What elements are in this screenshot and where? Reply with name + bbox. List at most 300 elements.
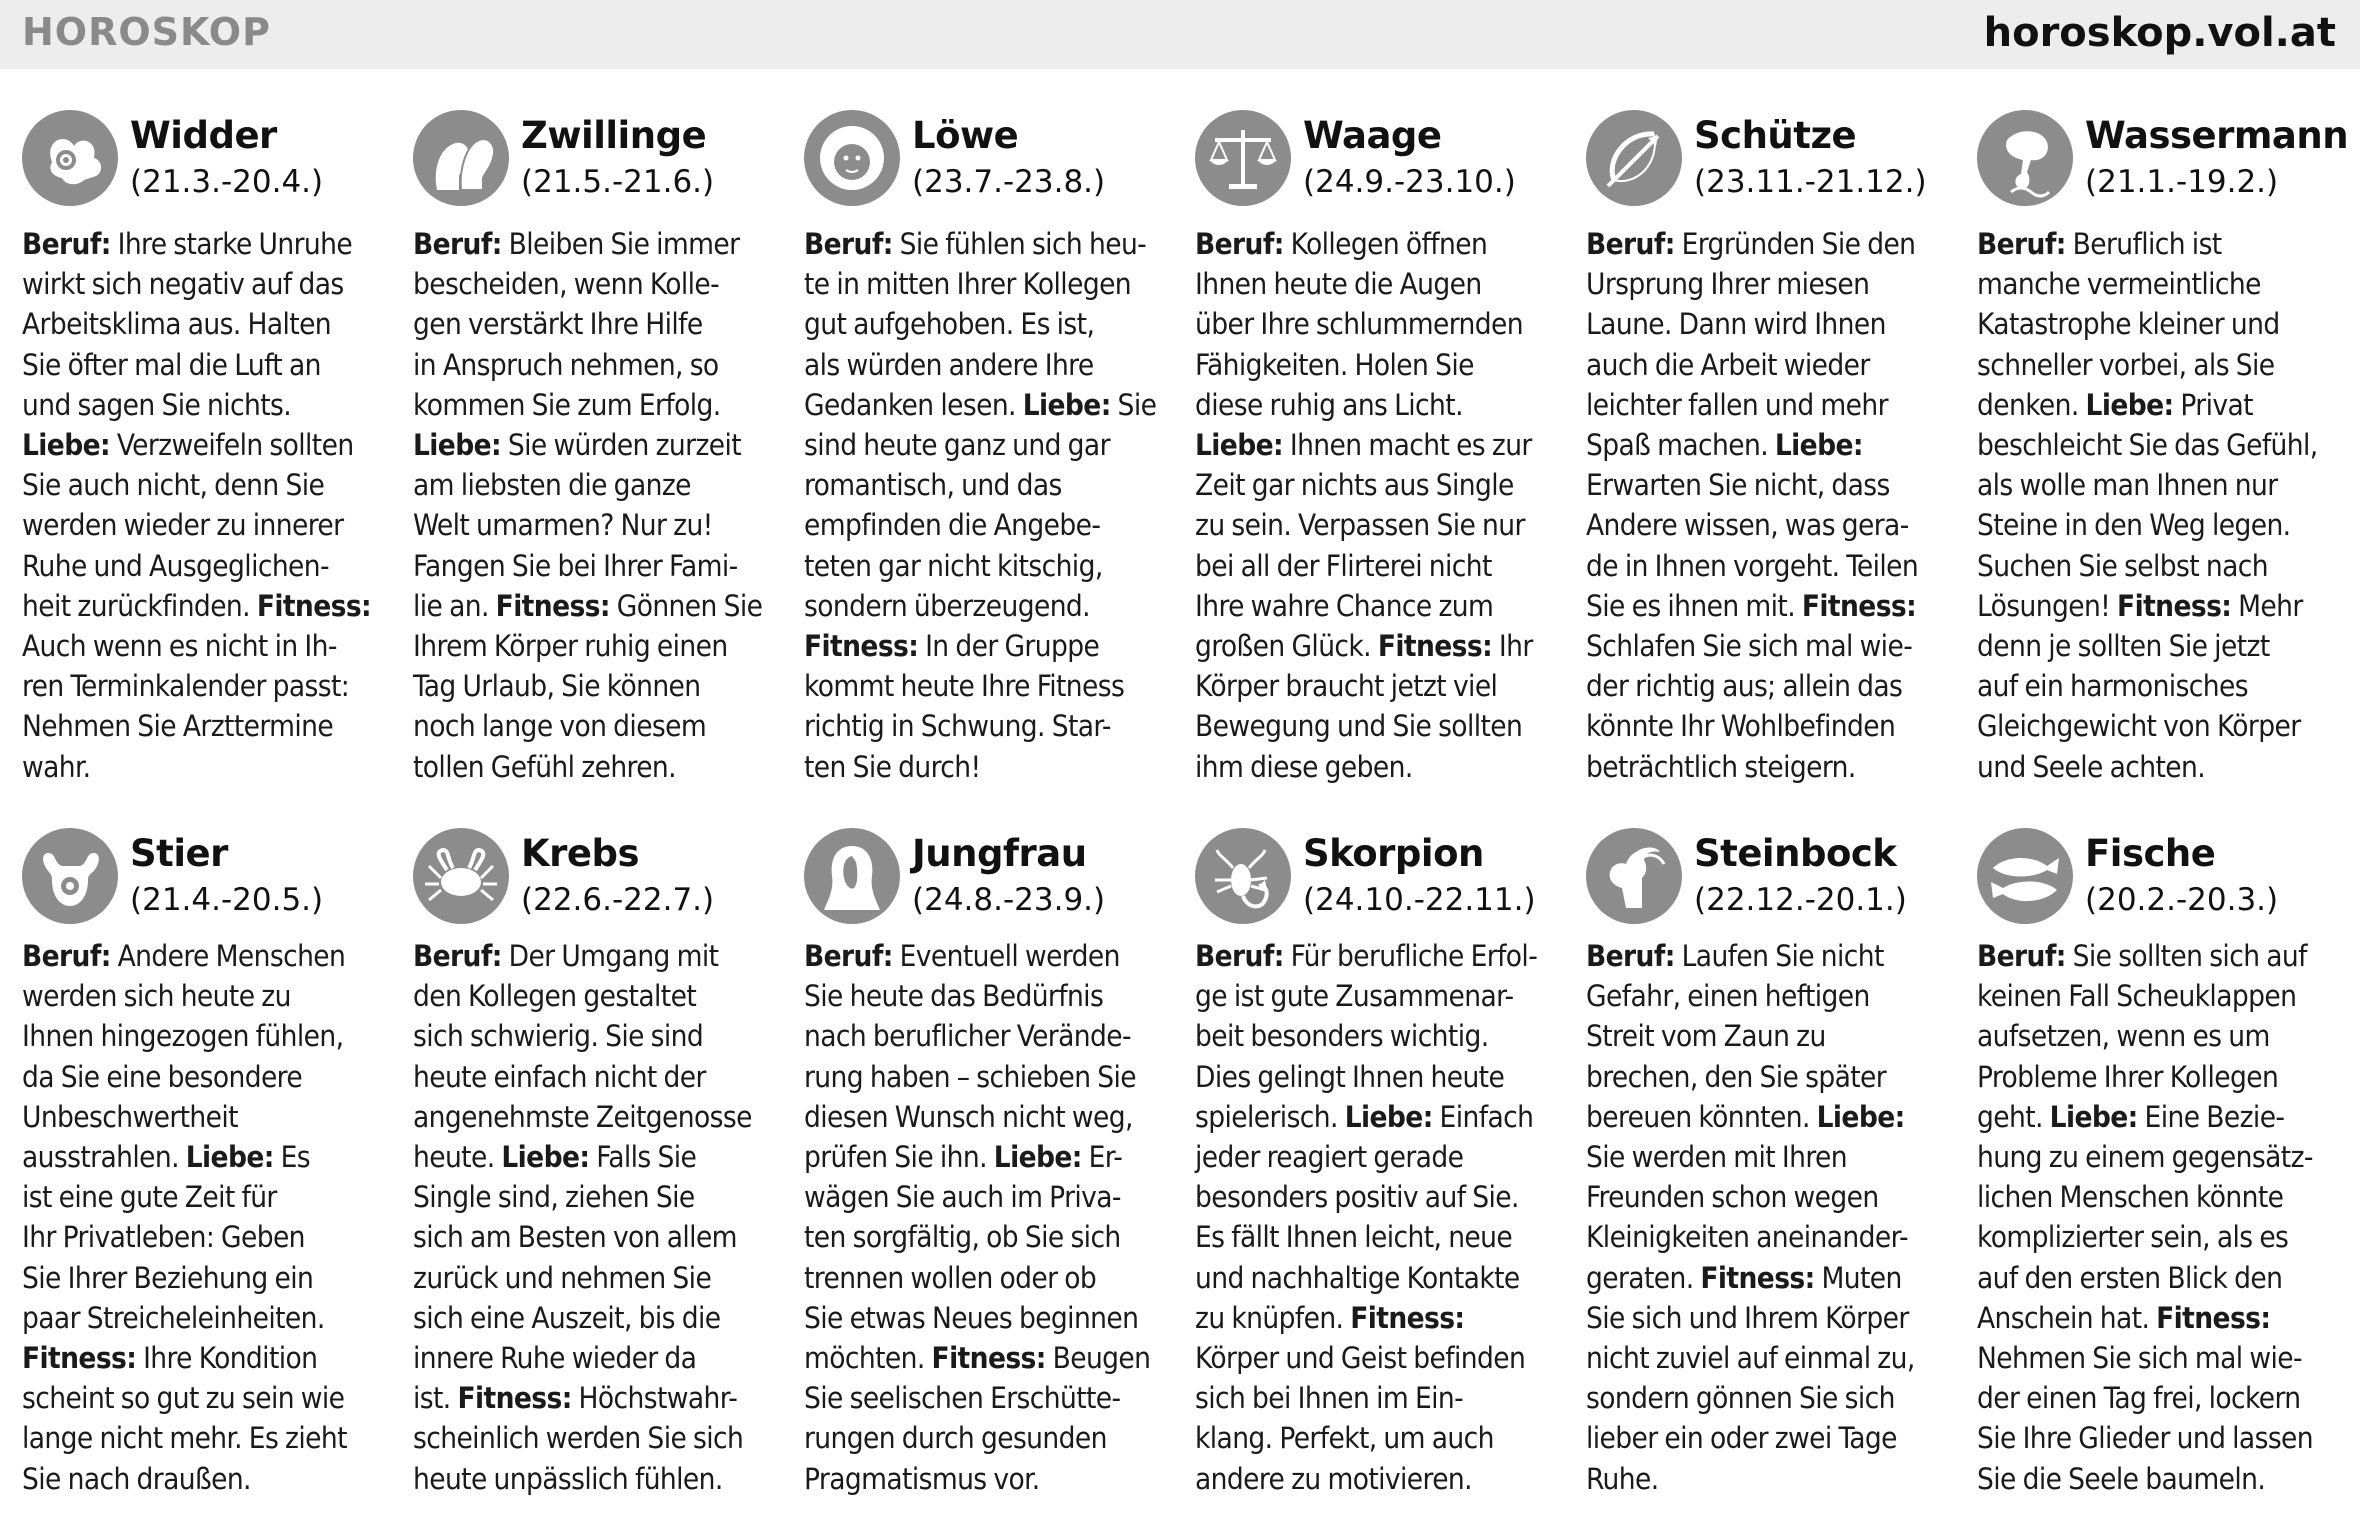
forecast-line xyxy=(804,1097,1188,1137)
sign-card-skorpion xyxy=(1195,824,1586,1516)
forecast-text: nicht zuviel auf einmal zu, xyxy=(1586,1341,1915,1376)
forecast-text: rung haben – schieben Sie xyxy=(804,1059,1137,1094)
forecast-line xyxy=(1586,1057,1970,1097)
forecast-text: Einfach xyxy=(1432,1099,1534,1134)
forecast-line xyxy=(1977,224,2360,264)
category-label: Liebe: xyxy=(2085,387,2174,422)
forecast-line xyxy=(413,1097,797,1137)
forecast-text: zu knüpfen. xyxy=(1195,1300,1351,1335)
category-label: Fitness: xyxy=(1377,629,1493,664)
category-label: Beruf: xyxy=(1586,939,1675,973)
forecast-text: jeder reagiert gerade xyxy=(1195,1140,1464,1175)
forecast-text: geht. xyxy=(1977,1099,2050,1134)
forecast-text: schneller vorbei, als Sie xyxy=(1977,347,2275,382)
forecast-text: Ursprung Ihrer miesen xyxy=(1586,267,1870,302)
forecast-text: besonders positiv auf Sie. xyxy=(1195,1180,1519,1215)
forecast-line xyxy=(804,1057,1188,1097)
category-label: Liebe: xyxy=(1195,428,1284,463)
site-link[interactable]: horoskop.vol.at xyxy=(1983,10,2336,56)
forecast-line xyxy=(804,345,1188,385)
forecast-line xyxy=(1586,264,1970,304)
forecast-text: Mehr xyxy=(2231,588,2303,623)
sign-name: Wassermann xyxy=(2085,114,2349,157)
forecast-line xyxy=(1977,1338,2360,1378)
forecast-text: und nachhaltige Kontakte xyxy=(1195,1260,1520,1295)
sign-name: Widder xyxy=(130,114,277,157)
category-label: Fitness: xyxy=(22,1341,137,1376)
forecast-line xyxy=(1586,1459,1970,1499)
category-label: Liebe: xyxy=(413,428,502,463)
sign-header xyxy=(1977,106,2360,218)
category-label: Beruf: xyxy=(1195,227,1284,261)
forecast-line xyxy=(804,1217,1188,1257)
forecast-text: beträchtlich steigern. xyxy=(1586,749,1856,784)
forecast-text: auch die Arbeit wieder xyxy=(1586,347,1870,382)
forecast-text: könnte Ihr Wohlbefinden xyxy=(1586,709,1896,744)
forecast-line xyxy=(1977,345,2360,385)
forecast-text: Ihrem Körper ruhig einen xyxy=(413,629,728,664)
forecast-text: Gleichgewicht von Körper xyxy=(1977,709,2301,744)
forecast-line xyxy=(1586,425,1970,465)
forecast-text: heute. xyxy=(413,1140,502,1175)
forecast-text: beit besonders wichtig. xyxy=(1195,1019,1489,1054)
forecast-text: Sie etwas Neues beginnen xyxy=(804,1300,1139,1335)
forecast-text: Ihre starke Unruhe xyxy=(110,227,353,261)
forecast-line xyxy=(22,666,406,706)
forecast-text: Sie nach draußen. xyxy=(22,1461,251,1496)
forecast-line xyxy=(1195,385,1579,425)
forecast-text: innere Ruhe wieder da xyxy=(413,1341,697,1376)
category-label: Fitness: xyxy=(2156,1300,2271,1335)
forecast-line xyxy=(804,1016,1188,1056)
forecast-text: lie an. xyxy=(413,588,496,623)
sign-forecast-text xyxy=(804,224,1188,787)
forecast-text: denn je sollten Sie jetzt xyxy=(1977,629,2270,664)
forecast-text: Suchen Sie selbst nach xyxy=(1977,548,2269,583)
forecast-text: scheint so gut zu sein wie xyxy=(22,1381,345,1416)
forecast-line xyxy=(1195,976,1579,1016)
forecast-text: Für berufliche Erfol- xyxy=(1283,939,1538,973)
forecast-line xyxy=(804,505,1188,545)
category-label: Liebe: xyxy=(993,1140,1082,1175)
forecast-text: leichter fallen und mehr xyxy=(1586,387,1888,422)
forecast-text: Sie es ihnen mit. xyxy=(1586,588,1802,623)
aries-icon xyxy=(22,110,118,206)
capricorn-icon xyxy=(1586,828,1682,924)
forecast-text: Eine Bezie- xyxy=(2137,1099,2285,1134)
forecast-text: kommt heute Ihre Fitness xyxy=(804,669,1125,704)
sign-header xyxy=(22,824,407,936)
sign-forecast-text xyxy=(1195,224,1579,787)
forecast-line xyxy=(1586,385,1970,425)
forecast-line xyxy=(1977,1459,2360,1499)
forecast-line xyxy=(804,1258,1188,1298)
forecast-text: Dies gelingt Ihnen heute xyxy=(1195,1059,1505,1094)
forecast-line xyxy=(804,1459,1188,1499)
sign-name: Waage xyxy=(1303,114,1442,157)
forecast-text: Falls Sie xyxy=(589,1140,697,1175)
forecast-line xyxy=(22,425,406,465)
category-label: Fitness: xyxy=(256,588,372,623)
forecast-text: Sie sollten sich auf xyxy=(2065,939,2307,973)
forecast-line xyxy=(804,304,1188,344)
sign-card-schütze xyxy=(1586,106,1977,824)
forecast-text: Sie sich und Ihrem Körper xyxy=(1586,1300,1909,1335)
forecast-text: paar Streicheleinheiten. xyxy=(22,1300,325,1335)
forecast-text: auf den ersten Blick den xyxy=(1977,1260,2283,1295)
category-label: Beruf: xyxy=(413,227,502,261)
sign-name: Stier xyxy=(130,832,228,875)
forecast-line xyxy=(413,936,797,976)
forecast-line xyxy=(1195,345,1579,385)
forecast-text: Gefahr, einen heftigen xyxy=(1586,979,1870,1014)
category-label: Beruf: xyxy=(22,227,111,261)
forecast-text: sich am Besten von allem xyxy=(413,1220,737,1255)
sign-name: Fische xyxy=(2085,832,2216,875)
category-label: Liebe: xyxy=(22,428,111,463)
forecast-text: sind heute ganz und gar xyxy=(804,428,1110,463)
section-title: HOROSKOP xyxy=(22,10,271,54)
sign-header xyxy=(804,824,1189,936)
forecast-text: bei all der Flirterei nicht xyxy=(1195,548,1492,583)
forecast-line xyxy=(1195,465,1579,505)
forecast-line xyxy=(1586,304,1970,344)
forecast-line xyxy=(804,546,1188,586)
forecast-text: Nehmen Sie Arzttermine xyxy=(22,709,334,744)
forecast-line xyxy=(1195,1097,1579,1137)
forecast-line xyxy=(413,505,797,545)
forecast-text: ren Terminkalender passt: xyxy=(22,669,350,704)
forecast-line xyxy=(1977,586,2360,626)
sign-forecast-text xyxy=(1586,936,1970,1499)
forecast-text: kommen Sie zum Erfolg. xyxy=(413,387,721,422)
forecast-line xyxy=(1586,1137,1970,1177)
forecast-line xyxy=(413,425,797,465)
forecast-text: Ihnen macht es zur xyxy=(1283,428,1532,463)
category-label: Fitness: xyxy=(2117,588,2232,623)
page-header xyxy=(0,0,2360,69)
forecast-line xyxy=(413,1177,797,1217)
forecast-text: lieber ein oder zwei Tage xyxy=(1586,1421,1897,1456)
forecast-line xyxy=(413,976,797,1016)
forecast-text: Gönnen Sie xyxy=(609,588,763,623)
category-label: Beruf: xyxy=(1977,227,2066,261)
forecast-text: tollen Gefühl zehren. xyxy=(413,749,676,784)
forecast-text: Welt umarmen? Nur zu! xyxy=(413,508,713,543)
forecast-line xyxy=(1977,304,2360,344)
libra-icon xyxy=(1195,110,1291,206)
category-label: Fitness: xyxy=(457,1381,572,1416)
forecast-text: Der Umgang mit xyxy=(501,939,719,973)
forecast-text: Spaß machen. xyxy=(1586,428,1775,463)
forecast-line xyxy=(1977,1097,2360,1137)
forecast-line xyxy=(413,345,797,385)
forecast-line xyxy=(804,936,1188,976)
forecast-line xyxy=(22,505,406,545)
forecast-line xyxy=(413,224,797,264)
forecast-line xyxy=(1977,1378,2360,1418)
forecast-text: Auch wenn es nicht in Ih- xyxy=(22,629,337,664)
forecast-text: Beruflich ist xyxy=(2065,227,2222,261)
category-label: Beruf: xyxy=(1586,227,1675,261)
forecast-line xyxy=(1586,1258,1970,1298)
forecast-text: zu sein. Verpassen Sie nur xyxy=(1195,508,1525,543)
forecast-line xyxy=(22,1459,406,1499)
forecast-line xyxy=(1586,224,1970,264)
forecast-line xyxy=(22,1258,406,1298)
forecast-text: denken. xyxy=(1977,387,2086,422)
sign-name: Schütze xyxy=(1694,114,1857,157)
forecast-text: hung zu einem gegensätz- xyxy=(1977,1140,2313,1175)
category-label: Liebe: xyxy=(1022,387,1111,422)
forecast-text: Arbeitsklima aus. Halten xyxy=(22,307,332,342)
forecast-line xyxy=(1195,1217,1579,1257)
forecast-text: diese ruhig ans Licht. xyxy=(1195,387,1463,422)
sign-forecast-text xyxy=(413,224,797,787)
forecast-line xyxy=(1586,1418,1970,1458)
forecast-line xyxy=(1977,626,2360,666)
forecast-line xyxy=(22,1137,406,1177)
cancer-icon xyxy=(413,828,509,924)
forecast-text: diesen Wunsch nicht weg, xyxy=(804,1099,1133,1134)
forecast-line xyxy=(413,1057,797,1097)
forecast-text: ihm diese geben. xyxy=(1195,749,1413,784)
forecast-line xyxy=(413,304,797,344)
scorpio-icon xyxy=(1195,828,1291,924)
forecast-line xyxy=(1977,706,2360,746)
forecast-line xyxy=(413,1298,797,1338)
forecast-text: Ihnen heute die Augen xyxy=(1195,267,1482,302)
forecast-text: Muten xyxy=(1814,1260,1902,1295)
forecast-text: Laufen Sie nicht xyxy=(1674,939,1884,973)
forecast-line xyxy=(413,1016,797,1056)
forecast-text: Tag Urlaub, Sie können xyxy=(413,669,701,704)
sign-card-waage xyxy=(1195,106,1586,824)
forecast-text: sich eine Auszeit, bis die xyxy=(413,1300,721,1335)
forecast-line xyxy=(413,1459,797,1499)
forecast-line xyxy=(804,385,1188,425)
forecast-text: Sie werden mit Ihren xyxy=(1586,1140,1847,1175)
forecast-line xyxy=(1195,1298,1579,1338)
forecast-text: wahr. xyxy=(22,749,91,784)
forecast-line xyxy=(413,706,797,746)
forecast-text: Fähigkeiten. Holen Sie xyxy=(1195,347,1474,382)
sign-dates: (21.3.-20.4.) xyxy=(130,164,324,200)
category-label: Fitness: xyxy=(1801,588,1917,623)
sign-dates: (21.4.-20.5.) xyxy=(130,882,324,918)
forecast-text: auf ein harmonisches xyxy=(1977,669,2248,704)
forecast-line xyxy=(1195,706,1579,746)
forecast-line xyxy=(22,385,406,425)
forecast-text: Kleinigkeiten aneinander- xyxy=(1586,1220,1909,1255)
forecast-line xyxy=(804,666,1188,706)
forecast-text: Nehmen Sie sich mal wie- xyxy=(1977,1341,2302,1376)
forecast-line xyxy=(1977,1418,2360,1458)
category-label: Liebe: xyxy=(185,1140,274,1175)
forecast-text: den Kollegen gestaltet xyxy=(413,979,697,1014)
forecast-line xyxy=(804,1418,1188,1458)
forecast-text: da Sie eine besondere xyxy=(22,1059,303,1094)
forecast-line xyxy=(1977,936,2360,976)
forecast-line xyxy=(1586,1378,1970,1418)
sign-dates: (22.6.-22.7.) xyxy=(521,882,715,918)
category-label: Beruf: xyxy=(413,939,502,973)
forecast-line xyxy=(22,264,406,304)
forecast-text: Steine in den Weg legen. xyxy=(1977,508,2291,543)
forecast-text: empfinden die Angebe- xyxy=(804,508,1101,543)
forecast-line xyxy=(1977,1217,2360,1257)
forecast-text: teten gar nicht kitschig, xyxy=(804,548,1103,583)
forecast-line xyxy=(804,1298,1188,1338)
forecast-text: bereuen könnten. xyxy=(1586,1099,1817,1134)
category-label: Fitness: xyxy=(931,1341,1046,1376)
forecast-text: richtig in Schwung. Star- xyxy=(804,709,1111,744)
forecast-line xyxy=(1195,626,1579,666)
forecast-line xyxy=(1977,385,2360,425)
forecast-line xyxy=(413,1378,797,1418)
sign-dates: (24.10.-22.11.) xyxy=(1303,882,1536,918)
sign-dates: (24.9.-23.10.) xyxy=(1303,164,1516,200)
forecast-text: te in mitten Ihrer Kollegen xyxy=(804,267,1132,302)
sign-forecast-text xyxy=(1195,936,1579,1499)
forecast-text: in Anspruch nehmen, so xyxy=(413,347,719,382)
forecast-line xyxy=(1977,1137,2360,1177)
forecast-line xyxy=(804,465,1188,505)
category-label: Beruf: xyxy=(1977,939,2066,973)
forecast-line xyxy=(1586,1177,1970,1217)
forecast-line xyxy=(413,1338,797,1378)
forecast-text: Pragmatismus vor. xyxy=(804,1461,1040,1496)
forecast-line xyxy=(413,747,797,787)
sign-header xyxy=(22,106,407,218)
forecast-line xyxy=(22,976,406,1016)
category-label: Liebe: xyxy=(2049,1099,2138,1134)
sign-name: Krebs xyxy=(521,832,640,875)
forecast-line xyxy=(1586,706,1970,746)
forecast-text: andere zu motivieren. xyxy=(1195,1461,1472,1496)
gemini-icon xyxy=(413,110,509,206)
sign-card-fische xyxy=(1977,824,2360,1516)
forecast-text: Freunden schon wegen xyxy=(1586,1180,1879,1215)
sign-card-wassermann xyxy=(1977,106,2360,824)
pisces-icon xyxy=(1977,828,2073,924)
forecast-line xyxy=(804,1137,1188,1177)
forecast-text: geraten. xyxy=(1586,1260,1701,1295)
forecast-line xyxy=(413,385,797,425)
forecast-text: Ruhe und Ausgeglichen- xyxy=(22,548,329,583)
forecast-line xyxy=(413,1217,797,1257)
forecast-line xyxy=(1977,1177,2360,1217)
sign-card-widder xyxy=(22,106,413,824)
forecast-line xyxy=(1586,1217,1970,1257)
forecast-line xyxy=(1586,936,1970,976)
forecast-line xyxy=(1586,1097,1970,1137)
sign-dates: (21.1.-19.2.) xyxy=(2085,164,2279,200)
forecast-text: Probleme Ihrer Kollegen xyxy=(1977,1059,2279,1094)
forecast-line xyxy=(804,586,1188,626)
leo-icon xyxy=(804,110,900,206)
forecast-line xyxy=(22,706,406,746)
forecast-text: rungen durch gesunden xyxy=(804,1421,1107,1456)
category-label: Beruf: xyxy=(804,939,893,973)
forecast-text: lichen Menschen könnte xyxy=(1977,1180,2284,1215)
forecast-line xyxy=(804,626,1188,666)
sign-forecast-text xyxy=(1977,936,2360,1499)
forecast-line xyxy=(1195,264,1579,304)
forecast-text: der richtig aus; allein das xyxy=(1586,669,1903,704)
sign-card-löwe xyxy=(804,106,1195,824)
forecast-line xyxy=(22,586,406,626)
forecast-text: Erwarten Sie nicht, dass xyxy=(1586,468,1890,503)
sign-forecast-text xyxy=(1586,224,1970,787)
forecast-line xyxy=(804,1378,1188,1418)
forecast-line xyxy=(1195,936,1579,976)
sign-header xyxy=(1195,824,1580,936)
forecast-text: bescheiden, wenn Kolle- xyxy=(413,267,720,302)
forecast-text: ausstrahlen. xyxy=(22,1140,186,1175)
forecast-line xyxy=(413,586,797,626)
category-label: Fitness: xyxy=(804,629,919,664)
category-label: Liebe: xyxy=(1816,1099,1905,1134)
sign-name: Jungfrau xyxy=(912,832,1087,875)
forecast-line xyxy=(1586,626,1970,666)
forecast-line xyxy=(1586,976,1970,1016)
forecast-text: Bleiben Sie immer xyxy=(501,227,740,261)
category-label: Beruf: xyxy=(1195,939,1284,973)
forecast-text: ist. xyxy=(413,1381,458,1416)
forecast-text: ten Sie durch! xyxy=(804,749,981,784)
sign-card-zwillinge xyxy=(413,106,804,824)
forecast-line xyxy=(22,1418,406,1458)
forecast-text: Ruhe. xyxy=(1586,1461,1659,1496)
forecast-text: werden sich heute zu xyxy=(22,979,291,1014)
virgo-icon xyxy=(804,828,900,924)
forecast-text: nach beruflicher Verände- xyxy=(804,1019,1131,1054)
forecast-line xyxy=(1195,304,1579,344)
sign-header xyxy=(413,106,798,218)
forecast-line xyxy=(1977,1298,2360,1338)
forecast-text: Sie würden zurzeit xyxy=(501,428,742,463)
forecast-text: Single sind, ziehen Sie xyxy=(413,1180,695,1215)
forecast-text: sich schwierig. Sie sind xyxy=(413,1019,704,1054)
sign-card-stier xyxy=(22,824,413,1516)
category-label: Liebe: xyxy=(1344,1099,1433,1134)
forecast-text: als würden andere Ihre xyxy=(804,347,1094,382)
forecast-text: romantisch, und das xyxy=(804,468,1062,503)
forecast-text: sondern gönnen Sie sich xyxy=(1586,1381,1895,1416)
category-label: Beruf: xyxy=(22,939,111,973)
forecast-line xyxy=(1195,1057,1579,1097)
forecast-text: Ihre wahre Chance zum xyxy=(1195,588,1494,623)
forecast-line xyxy=(1586,666,1970,706)
sign-dates: (23.7.-23.8.) xyxy=(912,164,1106,200)
forecast-text: der einen Tag frei, lockern xyxy=(1977,1381,2301,1416)
forecast-text: Fangen Sie bei Ihrer Fami- xyxy=(413,548,738,583)
forecast-text: Sie auch nicht, denn Sie xyxy=(22,468,325,503)
forecast-text: Ihre Kondition xyxy=(136,1341,318,1376)
forecast-line xyxy=(1195,505,1579,545)
forecast-text: heit zurückfinden. xyxy=(22,588,257,623)
forecast-line xyxy=(413,666,797,706)
forecast-line xyxy=(1195,1137,1579,1177)
sign-header xyxy=(1586,106,1971,218)
forecast-text: Kollegen öffnen xyxy=(1283,227,1488,261)
forecast-line xyxy=(1977,465,2360,505)
forecast-line xyxy=(1586,586,1970,626)
forecast-text: Andere wissen, was gera- xyxy=(1586,508,1909,543)
forecast-text: ist eine gute Zeit für xyxy=(22,1180,277,1215)
forecast-text: aufsetzen, wenn es um xyxy=(1977,1019,2270,1054)
